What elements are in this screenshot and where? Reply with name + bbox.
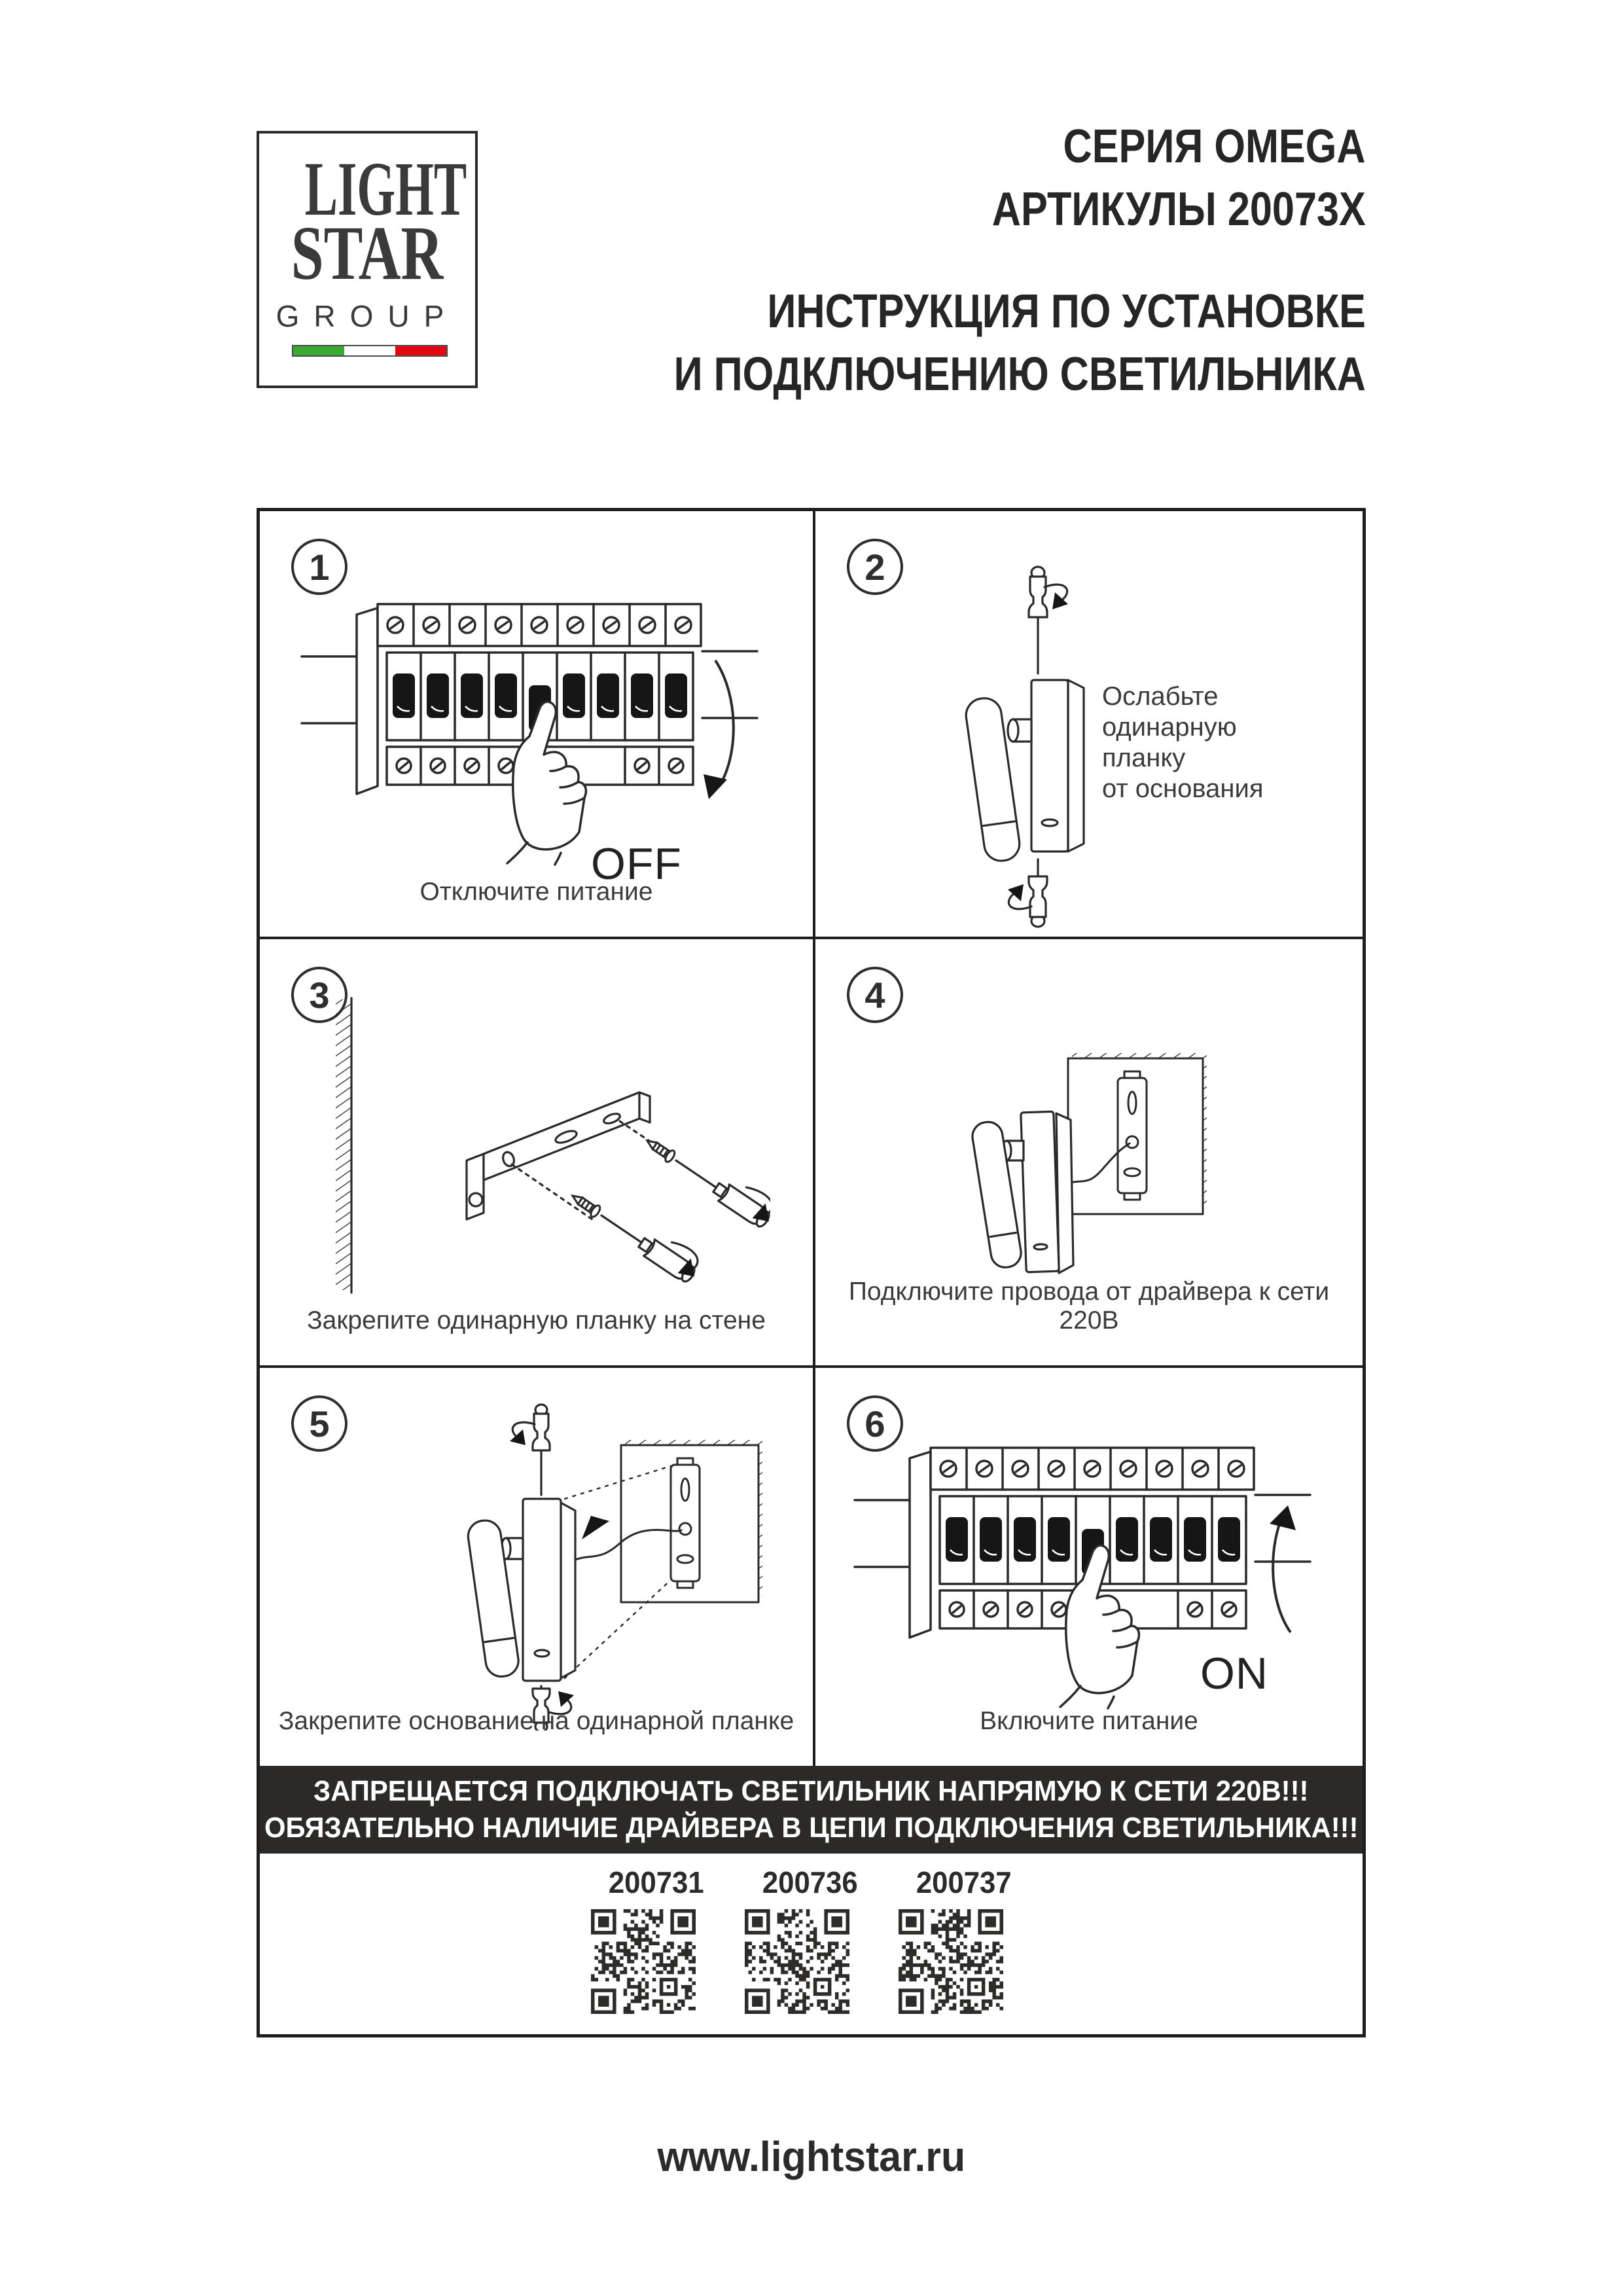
- step-3-caption: Закрепите одинарную планку на стене: [307, 1306, 766, 1335]
- step-5-cell: [260, 1368, 813, 1766]
- step-6-number: 6: [847, 1395, 903, 1452]
- step-6-caption: Включите питание: [980, 1707, 1198, 1735]
- step-6-cell: [815, 1368, 1363, 1766]
- qr-code-icon: [899, 1909, 1003, 2014]
- step-3-number: 3: [291, 967, 348, 1023]
- warning-line-1: ЗАПРЕЩАЕТСЯ ПОДКЛЮЧАТЬ СВЕТИЛЬНИК НАПРЯМУЮ К СЕТИ 220В!!!: [313, 1775, 1309, 1807]
- step-4-caption: Подключите провода от драйвера к сети 220В: [848, 1278, 1330, 1335]
- step-2-cell: [815, 511, 1363, 937]
- article-code: 200736: [762, 1865, 858, 1899]
- circuit-breaker-off-illustration: [300, 558, 758, 866]
- qr-code-icon: [745, 1909, 849, 2014]
- lightstar-logo: [257, 131, 478, 388]
- step-3-cell: [260, 939, 813, 1365]
- step-1-number: 1: [291, 539, 348, 595]
- article-200731: [591, 1865, 722, 2014]
- step-1-cell: [260, 511, 813, 937]
- logo-word-group: GROUP: [276, 299, 459, 333]
- warning-banner: [260, 1766, 1363, 1854]
- article-code: 200731: [609, 1865, 704, 1899]
- logo-word-light: LIGHT: [304, 146, 467, 232]
- series-title: СЕРИЯ OMEGA: [1063, 120, 1366, 173]
- step-1-caption: Отключите питание: [419, 878, 653, 906]
- article-200737: [899, 1865, 1029, 2014]
- step-2-text: Ослабьте одинарную планку от основания: [1102, 682, 1264, 803]
- step-4-number: 4: [847, 967, 903, 1023]
- instruction-title-line1: ИНСТРУКЦИЯ ПО УСТАНОВКЕ: [767, 285, 1366, 338]
- fix-base-illustration: [345, 1403, 764, 1731]
- page-title: [552, 115, 1366, 406]
- article-200736: [745, 1865, 876, 2014]
- articles-title: АРТИКУЛЫ 20073Х: [991, 183, 1366, 236]
- instruction-title-line2: И ПОДКЛЮЧЕНИЮ СВЕТИЛЬНИКА: [673, 348, 1366, 401]
- step-2-number: 2: [847, 539, 903, 595]
- qr-code-icon: [591, 1909, 696, 2014]
- on-label: ON: [1200, 1649, 1268, 1698]
- instruction-grid: [257, 508, 1366, 2037]
- step-5-caption: Закрепите основание на одинарной планке: [278, 1707, 794, 1735]
- mount-bracket-illustration: [312, 989, 770, 1303]
- website-url: www.lightstar.ru: [657, 2133, 966, 2180]
- italian-flag-icon: [292, 345, 448, 357]
- article-code: 200737: [916, 1865, 1012, 1899]
- step-4-cell: [815, 939, 1363, 1365]
- logo-word-star: STAR: [291, 210, 444, 296]
- step-5-number: 5: [291, 1395, 348, 1452]
- warning-line-2: ОБЯЗАТЕЛЬНО НАЛИЧИЕ ДРАЙВЕРА В ЦЕПИ ПОДКЛЮЧЕНИЯ СВЕТИЛЬНИКА!!!: [264, 1812, 1359, 1844]
- off-label: OFF: [591, 839, 682, 889]
- connect-wires-illustration: [965, 1050, 1213, 1306]
